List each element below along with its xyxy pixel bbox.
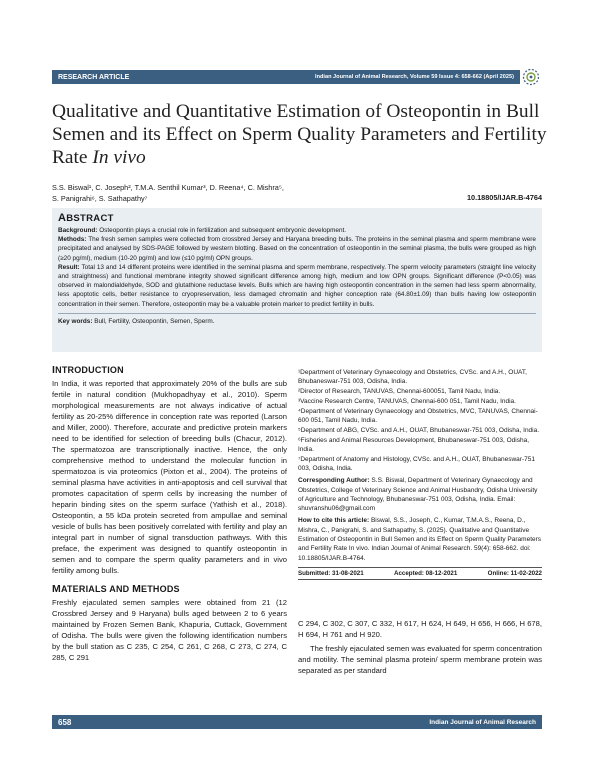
affiliation: ⁷Department of Anatomy and Histology, CVSc. and A.H., OUAT, Bhubaneswar-751 003, Odisha, India. — [298, 455, 535, 472]
abstract-heading — [58, 212, 536, 224]
introduction-heading-rest: NTRODUCTION — [55, 365, 124, 375]
keywords — [58, 313, 536, 325]
submitted-date: Submitted: 31-08-2021 — [298, 569, 364, 577]
result-text: Total 13 and 14 different proteins were identified in the seminal plasma and sperm membrane, respectively. The sperm velocity parameters (straight line velocity and straightness) and functional membrane integrity showed significant difference among high, medium and low OPN groups. Significant difference (P<0.05) was observed in malondialdehyde, SOD and glutathione reductase levels. Bulls which are having high osteopontin concentration in the semen had less sperm abnormality, less apoptotic cells, better resistance to cryopreservation, less damaged chromatin and higher conception rate (64.80±1.09) than bulls having low osteopontin concentration in their semen. Therefore, osteopontin may be a valuable protein marker to predict fertility in bulls. — [58, 263, 536, 308]
affiliation: ⁶Fisheries and Animal Resources Development, Bhubaneswar-751 003, Odisha, India. — [298, 436, 530, 453]
methods-heading-rest2: ETHODS — [141, 584, 180, 594]
journal-logo-icon — [520, 67, 542, 87]
author-line-1: S.S. Biswal¹, C. Joseph², T.M.A. Senthil Kumar³, D. Reena⁴, C. Mishra⁵, — [52, 183, 284, 192]
affiliation: ³Vaccine Research Centre, TANUVAS, Chennai-600 051, Tamil Nadu, India. — [298, 397, 516, 405]
citation-note — [298, 516, 542, 562]
abstract-methods — [58, 235, 536, 263]
author-line-2: S. Panigrahi⁶, S. Sathapathy⁷ — [52, 193, 148, 203]
semen-evaluation-text: The freshly ejaculated semen was evaluated for sperm concentration and motility. The seminal plasma protein/ sperm membrane protein was separated as per standard — [298, 644, 542, 675]
introduction-heading — [52, 365, 287, 376]
background-label: Background: — [58, 227, 98, 234]
right-column-notes — [298, 368, 542, 580]
abstract-background — [58, 226, 536, 235]
affiliation: ⁵Department of ABG, CVSc. and A.H., OUAT, Bhubaneswar-751 003, Odisha, India. — [298, 426, 540, 434]
corresponding-author — [298, 476, 542, 513]
abstract-result — [58, 263, 536, 309]
abstract-heading-rest: BSTRACT — [66, 213, 114, 224]
abstract-heading-cap: A — [58, 212, 67, 224]
methods-heading-cap2: M — [132, 583, 142, 595]
methods-heading-rest1: ATERIALS AND — [60, 584, 133, 594]
affiliation: ⁴Department of Veterinary Gynaecology and Obstetrics, MVC, TANUVAS, Chennai-600 051, Tamil Nadu, India. — [298, 407, 538, 424]
article-banner — [52, 70, 520, 84]
background-text: Osteopontin plays a crucial role in fertilization and subsequent embryonic development. — [97, 227, 347, 234]
methods-text: Freshly ejaculated semen samples were obtained from 21 (12 Crossbred Jersey and 9 Haryana) bulls aged between 2 to 6 years maintained by Frozen Semen Bank, Khapuria, Cuttack, Government of Odisha. The bulls were given the following identification numbers by the bull station as C 235, C 254, C 261, C 268, C 273, C 274, C 285, C 291 — [52, 598, 287, 662]
bull-id-continuation: C 294, C 302, C 307, C 332, H 617, H 624, H 649, H 656, H 666, H 678, H 694, H 761 and H 920. — [298, 619, 542, 639]
right-column-body — [298, 618, 542, 676]
corresponding-text: S.S. Biswal, Department of Veterinary Gynaecology and Obstetrics, College of Veterinary Science and Animal Husbandry, Odisha University of Agriculture and Technology, Bhubaneswar-751 003, Odisha, India. Email: shuvranshu06@gmail.com — [298, 477, 538, 513]
page-footer — [52, 715, 542, 729]
title-main: Qualitative and Quantitative Estimation of Osteopontin in Bull Semen and its Effect on Sperm Quality Parameters and Fertility Rate — [52, 101, 547, 168]
introduction-heading-cap: I — [52, 364, 56, 376]
footer-journal: Indian Journal of Animal Research — [429, 718, 536, 726]
keywords-text: Bull, Fertility, Osteopontin, Semen, Sperm. — [92, 317, 215, 325]
cite-text: Biswal, S.S., Joseph, C., Kumar, T.M.A.S., Reena, D., Mishra, C., Panigrahi, S. and Sathapathy, S. (2025). Qualitative and Quantitative Estimation of Osteopontin in Bull Semen and its Effect on Sperm Quality Parameters and Fertility Rate In vivo. Indian Journal of Animal Research. 59(4): 658-662. doi: 10.18805/IJAR.B-4764. — [298, 517, 542, 562]
result-label: Result: — [58, 263, 80, 271]
page-number: 658 — [58, 717, 72, 727]
journal-citation: Indian Journal of Animal Research, Volume 59 Issue 4: 658-662 (April 2025) — [315, 74, 514, 80]
paper-title — [52, 100, 552, 169]
methods-text: The fresh semen samples were collected from crossbred Jersey and Haryana breeding bulls. The proteins in the seminal plasma and sperm membrane were precipitated and analysed by SDS-PAGE followed by western blotting. Based on the concentration of osteopontin in the seminal plasma, the bulls were grouped as high (≥20 pg/ml), medium (10-20 pg/ml) and low (≤10 pg/ml) OPN groups. — [58, 236, 536, 262]
affiliation: ¹Department of Veterinary Gynaecology and Obstetrics, CVSc. and A.H., OUAT, Bhubaneswar-751 003, Odisha, India. — [298, 369, 527, 386]
online-date: Online: 11-02-2022 — [487, 569, 542, 577]
author-list — [52, 183, 442, 204]
abstract-box — [52, 208, 542, 352]
title-italic: In vivo — [92, 147, 146, 168]
methods-heading-cap1: M — [52, 583, 61, 595]
introduction-text: In India, it was reported that approximately 20% of the bulls are sub fertile in natural condition (Mukhopadhyay et al., 2010). Sperm morphological measurements are not always indicative of actual fertility as 20-25% difference in conception rate was reported (Larson and Miller, 2000). Therefore, accurate and predictive protein markers need to be identified for selection of breeding bulls (Chacur, 2012). The spermatozoa are transcriptionally inactive. Hence, the only comprehensive method to understand the molecular function in spermatozoa is via proteomics (Pixton et al., 2004). The proteins of seminal plasma have activities in anti-apoptosis and cell survival that promotes capacitation of sperm cells by increasing the number of heparin binding sites on the sperm surface (Yathish et al., 2018). Osteopontin, a 55 kDa protein secreted from ampullae and seminal vesicle of bulls has been positively correlated with fertility and play an integral part in number of signal transduction pathways. With this preface, the experiment was designed to quantify osteopontin in semen and to compare the sperm quality parameters and in vivo fertility among bulls. — [52, 379, 287, 575]
accepted-date: Accepted: 08-12-2021 — [394, 569, 458, 577]
left-column — [52, 365, 287, 663]
publication-dates — [298, 567, 542, 580]
doi-link[interactable]: 10.18805/IJAR.B-4764 — [466, 193, 542, 202]
article-type-label: RESEARCH ARTICLE — [58, 73, 130, 81]
methods-label: Methods: — [58, 236, 87, 244]
cite-label: How to cite this article: — [298, 517, 370, 525]
methods-heading — [52, 584, 287, 595]
corresponding-label: Corresponding Author: — [298, 477, 370, 485]
affiliation: ²Director of Research, TANUVAS, Chennai-600051, Tamil Nadu, India. — [298, 388, 501, 396]
keywords-label: Key words: — [58, 317, 93, 325]
